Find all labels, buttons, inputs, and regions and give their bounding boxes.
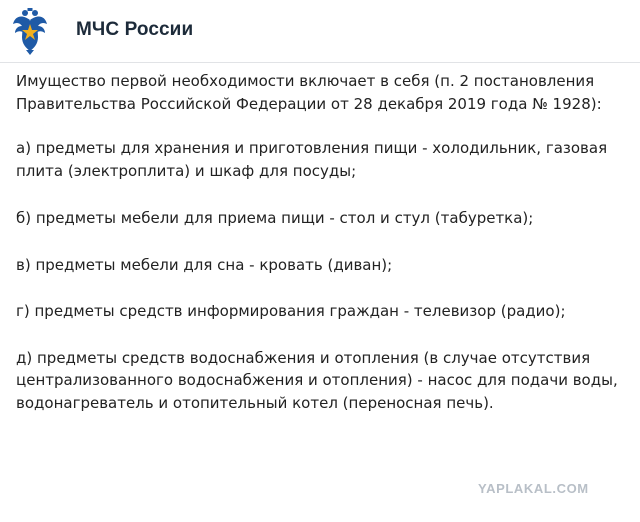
list-item: д) предметы средств водоснабжения и отопления (в случае отсутствия централизованного водоснабжения и отопления) - насос для подачи воды, водонагреватель и отопительный котел (переносная печь). bbox=[16, 348, 618, 412]
channel-header bbox=[0, 0, 640, 63]
list-item: а) предметы для хранения и приготовления пищи - холодильник, газовая плита (электроплита) и шкаф для посуды; bbox=[16, 139, 608, 180]
list-item: г) предметы средств информирования граждан - телевизор (радио); bbox=[16, 302, 566, 320]
channel-name[interactable]: МЧС России bbox=[76, 19, 194, 40]
watermark: YAPLAKAL.COM bbox=[478, 481, 589, 496]
list-item: б) предметы мебели для приема пищи - стол и стул (табуретка); bbox=[16, 209, 534, 227]
post-text bbox=[16, 70, 628, 414]
list-item: в) предметы мебели для сна - кровать (диван); bbox=[16, 255, 393, 274]
post-intro: Имущество первой необходимости включает в себя (п. 2 постановления Правительства Российской Федерации от 28 декабря 2019 года № 1928): bbox=[16, 72, 602, 113]
mchs-emblem-icon[interactable] bbox=[12, 6, 48, 56]
